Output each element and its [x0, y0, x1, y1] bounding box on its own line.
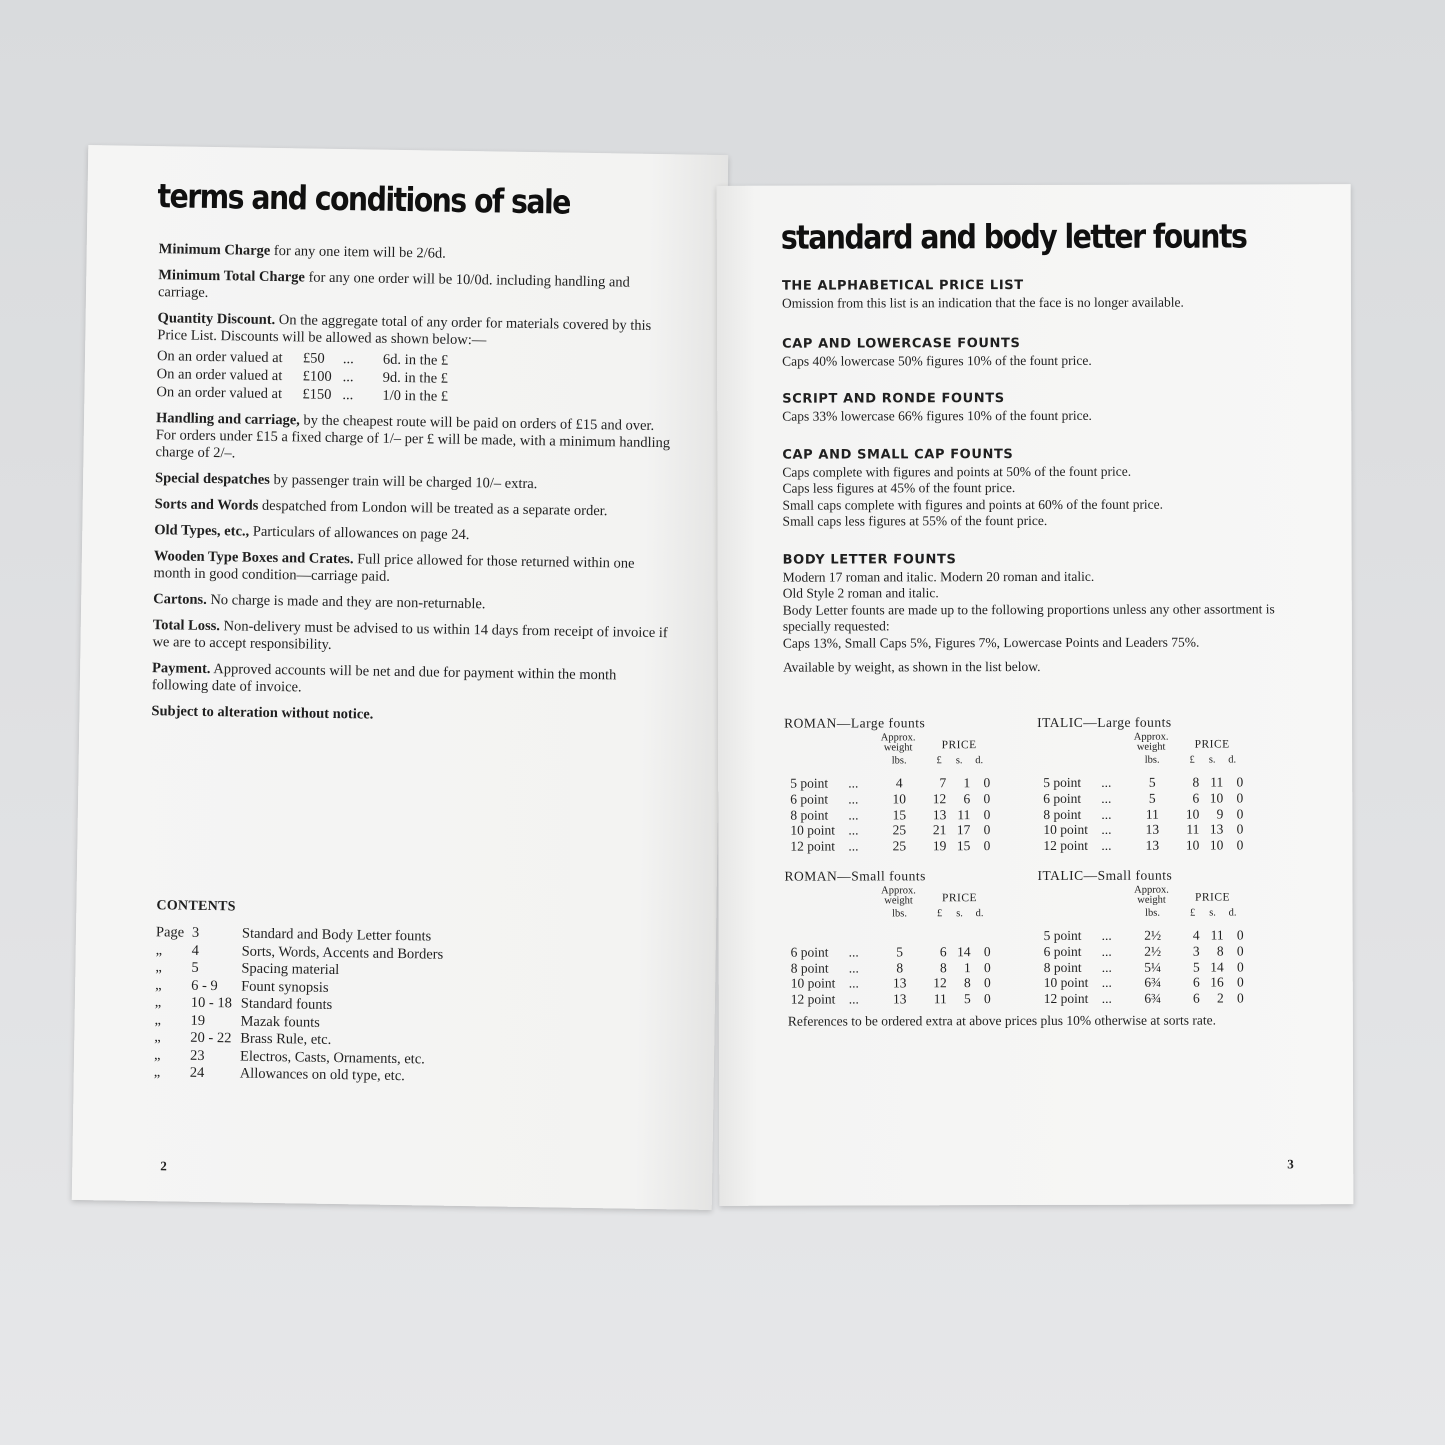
- row-leader-dots: ...: [1101, 790, 1112, 806]
- term-item: Special despatches by passenger train will be charged 10/– extra.: [154, 470, 538, 493]
- row-pounds: 5: [1192, 959, 1200, 975]
- roman-small-table: [784, 868, 1034, 1008]
- discount-row: On an order valued at £150 ... 1/0 in the £: [156, 384, 449, 405]
- section-line: Small caps less figures at 55% of the fount price.: [782, 512, 1048, 529]
- row-pence: 0: [983, 975, 991, 991]
- header-approx: Approx.: [1134, 884, 1169, 896]
- left-page: [72, 145, 728, 1210]
- row-size: 5 point: [1043, 927, 1082, 943]
- table-row: [785, 991, 1035, 1007]
- header-approx: Approx.: [881, 885, 916, 897]
- header-approx: Approx.: [880, 732, 916, 744]
- row-shillings: 11: [1210, 774, 1224, 790]
- row-size: 8 point: [790, 807, 829, 823]
- section-heading: CAP AND SMALL CAP FOUNTS: [782, 446, 1014, 463]
- row-shillings: 2: [1217, 990, 1224, 1006]
- row-leader-dots: ...: [1101, 806, 1112, 822]
- row-pence: 0: [983, 959, 991, 975]
- term-item: Wooden Type Boxes and Crates. Full price allowed for those returned within one month in good condition—carriage paid.: [153, 548, 635, 585]
- table-row: [785, 928, 1035, 944]
- row-shillings: 1: [963, 959, 971, 975]
- roman-large-table: [784, 715, 1034, 855]
- header-approx: Approx.: [1133, 731, 1169, 743]
- row-shillings: 8: [1216, 943, 1224, 959]
- header-pound: £: [936, 908, 943, 920]
- row-pounds: 3: [1192, 943, 1200, 959]
- row-leader-dots: ...: [848, 822, 859, 838]
- row-size: 12 point: [1043, 991, 1089, 1007]
- row-pounds: 12: [933, 975, 947, 991]
- row-size: 8 point: [1043, 806, 1082, 822]
- price-tables: [784, 714, 1304, 1007]
- table-row: [784, 807, 1034, 823]
- header-price: PRICE: [941, 892, 978, 905]
- founts-heading: standard and body letter founts: [780, 216, 1247, 257]
- row-size: 5 point: [790, 775, 829, 791]
- row-pounds: 6: [1192, 790, 1200, 806]
- table-header: [784, 884, 1034, 929]
- header-weight: weight: [1137, 894, 1166, 906]
- row-pence: 0: [1236, 943, 1244, 959]
- row-leader-dots: ...: [1101, 822, 1112, 838]
- row-shillings: 14: [957, 943, 971, 960]
- table-row: [1038, 943, 1288, 959]
- toc-entry: „ 23 Electros, Casts, Ornaments, etc.: [153, 1046, 425, 1067]
- row-weight: 8: [896, 959, 904, 975]
- row-pence: 0: [1236, 959, 1244, 975]
- header-weight: weight: [884, 895, 913, 907]
- row-pence: 0: [983, 822, 991, 838]
- row-weight: 5: [1148, 790, 1156, 806]
- row-size: 12 point: [1043, 838, 1089, 854]
- row-shillings: 10: [1209, 837, 1224, 853]
- toc-entry: „ 4 Sorts, Words, Accents and Borders: [155, 941, 444, 963]
- term-item: Minimum Total Charge for any one order will be 10/0d. including handling and carriage.: [157, 267, 630, 301]
- row-size: 10 point: [1043, 822, 1089, 838]
- row-weight: 25: [892, 838, 907, 854]
- row-shillings: 10: [1209, 790, 1224, 806]
- section-line: Modern 17 roman and italic. Modern 20 roman and italic.: [782, 568, 1095, 585]
- row-size: 10 point: [790, 975, 836, 992]
- header-lbs: lbs.: [1144, 754, 1160, 766]
- toc-entry: „ 19 Mazak founts: [154, 1011, 321, 1031]
- header-price: PRICE: [1194, 738, 1230, 751]
- header-lbs: lbs.: [1145, 907, 1161, 919]
- row-weight: 10: [892, 791, 907, 807]
- term-item: Sorts and Words despatched from London will be treated as a separate order.: [154, 496, 608, 520]
- page-number: 2: [160, 1158, 167, 1174]
- references-note: References to be ordered extra at above prices plus 10% otherwise at sorts rate.: [787, 1012, 1216, 1029]
- row-leader-dots: ...: [1101, 774, 1112, 790]
- table-row: [784, 775, 1034, 791]
- table-title: ITALIC—Small founts: [1037, 867, 1173, 883]
- table-row: [1037, 838, 1287, 854]
- row-pounds: 8: [939, 959, 947, 975]
- section-line: Old Style 2 roman and italic.: [782, 585, 939, 601]
- section-alphabetical: [782, 277, 1302, 312]
- table-row: [1037, 806, 1287, 822]
- terms-list: [151, 241, 679, 737]
- row-pounds: 7: [939, 775, 947, 791]
- row-leader-dots: ...: [1101, 927, 1112, 943]
- section-line: Omission from this list is an indication that the face is no longer available.: [781, 294, 1184, 311]
- discount-row: On an order valued at £50 ... 6d. in the £: [156, 348, 449, 369]
- header-pence: d.: [975, 908, 984, 920]
- header-price: PRICE: [941, 739, 977, 752]
- term-item: Subject to alteration without notice.: [151, 703, 374, 723]
- header-pound: £: [1189, 907, 1196, 919]
- row-leader-dots: ...: [848, 944, 859, 960]
- section-body-letter: [783, 551, 1303, 652]
- section-line: Caps 13%, Small Caps 5%, Figures 7%, Lowercase Points and Leaders 75%.: [782, 634, 1200, 651]
- row-pence: 0: [983, 838, 991, 854]
- term-item: Total Loss. Non-delivery must be advised to us within 14 days from receipt of invoice if we are to accept responsibility.: [152, 617, 668, 653]
- italic-small-table: [1037, 867, 1287, 1007]
- row-weight: 4: [895, 775, 903, 791]
- row-size: 8 point: [790, 960, 829, 976]
- row-leader-dots: ...: [1101, 837, 1112, 854]
- row-weight: 13: [892, 975, 907, 991]
- term-item: Quantity Discount. On the aggregate total of any order for materials covered by this Price List. Discounts will be allowed as shown below:—: [157, 310, 652, 349]
- term-item: Payment. Approved accounts will be net and due for payment within the month following date of invoice.: [151, 660, 617, 696]
- row-leader-dots: ...: [848, 991, 859, 1007]
- row-pounds: 13: [932, 806, 947, 822]
- row-weight: 13: [1145, 837, 1160, 853]
- row-weight: 2½: [1144, 927, 1162, 943]
- row-pence: 0: [1237, 990, 1244, 1006]
- row-pence: 0: [1236, 837, 1244, 853]
- term-item: Old Types, etc., Particulars of allowances on page 24.: [154, 522, 470, 544]
- table-row: [785, 975, 1035, 991]
- section-heading: BODY LETTER FOUNTS: [782, 551, 957, 568]
- toc-entry: „ 6 - 9 Fount synopsis: [155, 976, 329, 996]
- page-number: 3: [1287, 1156, 1294, 1172]
- table-title: ROMAN—Small founts: [784, 868, 926, 884]
- row-leader-dots: ...: [848, 960, 859, 976]
- row-size: 6 point: [1043, 790, 1082, 806]
- row-weight: 15: [892, 806, 907, 822]
- section-heading: THE ALPHABETICAL PRICE LIST: [781, 278, 1024, 294]
- row-shillings: 14: [1210, 959, 1224, 975]
- row-pounds: 11: [933, 991, 947, 1007]
- row-weight: 5: [896, 944, 904, 960]
- row-pounds: 19: [932, 838, 947, 854]
- row-leader-dots: ...: [848, 975, 859, 991]
- table-row: [1038, 991, 1288, 1007]
- row-weight: 25: [892, 822, 907, 838]
- table-row: [1038, 927, 1288, 943]
- row-leader-dots: ...: [848, 791, 859, 807]
- toc-entry: „ 5 Spacing material: [155, 959, 340, 979]
- discount-row: On an order valued at £100 ... 9d. in the £: [156, 366, 449, 387]
- row-pence: 0: [1236, 927, 1244, 943]
- section-script-ronde: [782, 390, 1302, 425]
- row-pounds: 6: [1192, 974, 1200, 990]
- row-size: 10 point: [1043, 975, 1089, 991]
- table-row: [784, 822, 1034, 838]
- table-row: [1037, 822, 1287, 838]
- table-row: [1037, 774, 1287, 790]
- row-pence: 0: [1236, 774, 1244, 790]
- row-leader-dots: ...: [1101, 943, 1112, 959]
- header-shillings: s.: [1209, 907, 1216, 919]
- row-pence: 0: [1236, 821, 1244, 837]
- header-lbs: lbs.: [891, 755, 907, 767]
- section-line: Caps complete with figures and points at 50% of the fount price.: [782, 463, 1132, 480]
- header-pound: £: [936, 755, 942, 767]
- table-row: [785, 960, 1035, 976]
- row-leader-dots: ...: [1101, 975, 1112, 991]
- row-weight: 6¾: [1144, 990, 1162, 1006]
- section-heading: SCRIPT AND RONDE FOUNTS: [782, 391, 1005, 407]
- row-size: 10 point: [790, 822, 836, 839]
- row-shillings: 13: [1209, 821, 1224, 837]
- row-pounds: 10: [1185, 806, 1200, 822]
- toc-entry: „ 20 - 22 Brass Rule, etc.: [154, 1029, 332, 1048]
- header-pence: d.: [1228, 754, 1237, 766]
- row-pence: 0: [1236, 790, 1244, 806]
- row-pounds: 8: [1192, 774, 1200, 790]
- section-cap-small-cap: [782, 446, 1302, 530]
- contents-section: [154, 898, 557, 1088]
- right-page: [717, 184, 1354, 1206]
- header-lbs: lbs.: [892, 908, 908, 920]
- row-pence: 0: [1236, 974, 1244, 990]
- row-shillings: 11: [957, 806, 971, 822]
- row-pounds: 6: [939, 944, 947, 960]
- fount-sections: [782, 277, 1303, 676]
- row-pence: 0: [983, 943, 991, 959]
- section-line: Caps 33% lowercase 66% figures 10% of the fount price.: [782, 407, 1092, 424]
- row-shillings: 11: [1210, 927, 1224, 943]
- row-shillings: 16: [1210, 974, 1224, 990]
- term-item: Cartons. No charge is made and they are non-returnable.: [153, 591, 486, 613]
- row-shillings: 17: [956, 822, 971, 838]
- table-row: [1038, 959, 1288, 975]
- row-pence: 0: [1236, 806, 1244, 822]
- header-weight: weight: [1136, 741, 1166, 753]
- row-pence: 0: [984, 991, 991, 1007]
- row-pounds: 21: [932, 822, 947, 838]
- row-size: 6 point: [790, 944, 829, 960]
- row-weight: 13: [893, 991, 907, 1007]
- toc-entry: Page 3 Standard and Body Letter founts: [155, 924, 432, 945]
- header-shillings: s.: [955, 755, 963, 767]
- row-leader-dots: ...: [1101, 990, 1112, 1007]
- row-shillings: 15: [956, 838, 971, 854]
- row-leader-dots: ...: [1101, 959, 1112, 975]
- section-heading: CAP AND LOWERCASE FOUNTS: [782, 335, 1021, 352]
- table-title: ROMAN—Large founts: [784, 715, 926, 731]
- row-weight: 6¾: [1144, 975, 1162, 991]
- table-row: [784, 791, 1034, 807]
- row-pounds: 12: [932, 791, 947, 807]
- section-cap-lowercase: [782, 335, 1302, 370]
- header-pence: d.: [975, 755, 984, 767]
- row-pence: 0: [983, 790, 991, 806]
- row-size: 12 point: [790, 838, 836, 854]
- row-pounds: 10: [1185, 837, 1200, 853]
- row-shillings: 9: [1216, 806, 1224, 822]
- table-row: [1038, 975, 1288, 991]
- row-size: 5 point: [1043, 774, 1082, 790]
- table-header: [1037, 883, 1287, 928]
- row-leader-dots: ...: [848, 775, 859, 791]
- row-shillings: 1: [963, 775, 971, 791]
- row-weight: 5: [1148, 774, 1156, 790]
- row-shillings: 5: [964, 991, 971, 1007]
- header-shillings: s.: [1208, 754, 1216, 766]
- header-pound: £: [1189, 754, 1195, 766]
- table-row: [784, 838, 1034, 854]
- row-leader-dots: ...: [848, 838, 859, 854]
- row-pounds: 6: [1193, 990, 1200, 1006]
- table-header: [784, 731, 1034, 776]
- section-line: Caps less figures at 45% of the fount price.: [782, 480, 1016, 496]
- section-line: Caps 40% lowercase 50% figures 10% of the fount price.: [782, 352, 1092, 369]
- section-line: Body Letter founts are made up to the following proportions unless any other assortment is specially requested:: [782, 600, 1275, 634]
- row-leader-dots: ...: [848, 807, 859, 823]
- row-weight: 13: [1145, 822, 1160, 838]
- available-note: Available by weight, as shown in the list below.: [782, 658, 1041, 675]
- contents-title: CONTENTS: [156, 898, 236, 915]
- row-weight: 5¼: [1144, 959, 1162, 975]
- row-shillings: 6: [963, 790, 971, 806]
- row-pence: 0: [983, 775, 991, 791]
- discount-table: [156, 347, 677, 409]
- row-size: 8 point: [1043, 959, 1082, 975]
- terms-heading: terms and conditions of sale: [157, 176, 571, 222]
- table-row: [785, 944, 1035, 960]
- table-header: [1037, 730, 1287, 775]
- header-shillings: s.: [956, 908, 963, 920]
- row-shillings: 8: [963, 975, 971, 991]
- row-weight: 2½: [1144, 943, 1162, 959]
- row-size: 12 point: [790, 991, 836, 1007]
- row-pounds: 4: [1192, 927, 1200, 943]
- italic-large-table: [1037, 714, 1287, 854]
- row-weight: 11: [1145, 806, 1159, 822]
- header-price: PRICE: [1194, 891, 1231, 904]
- row-size: 6 point: [790, 791, 829, 807]
- table-title: ITALIC—Large founts: [1037, 714, 1172, 730]
- term-item: Handling and carriage, by the cheapest route will be paid on orders of £15 and over. For orders under £15 a fixed charge of 1/– per £ will be made, with a minimum handling charge of 2/–.: [155, 410, 671, 462]
- header-weight: weight: [883, 742, 913, 754]
- section-line: Small caps complete with figures and points at 60% of the fount price.: [782, 496, 1164, 513]
- toc-entry: „ 24 Allowances on old type, etc.: [153, 1064, 405, 1085]
- row-pounds: 11: [1186, 821, 1200, 837]
- row-pence: 0: [983, 806, 991, 822]
- row-size: 6 point: [1043, 943, 1082, 959]
- toc-entry: „ 10 - 18 Standard founts: [154, 994, 333, 1013]
- header-pence: d.: [1228, 907, 1237, 919]
- table-row: [1037, 790, 1287, 806]
- term-item: Minimum Charge for any one item will be 2/6d.: [158, 241, 446, 262]
